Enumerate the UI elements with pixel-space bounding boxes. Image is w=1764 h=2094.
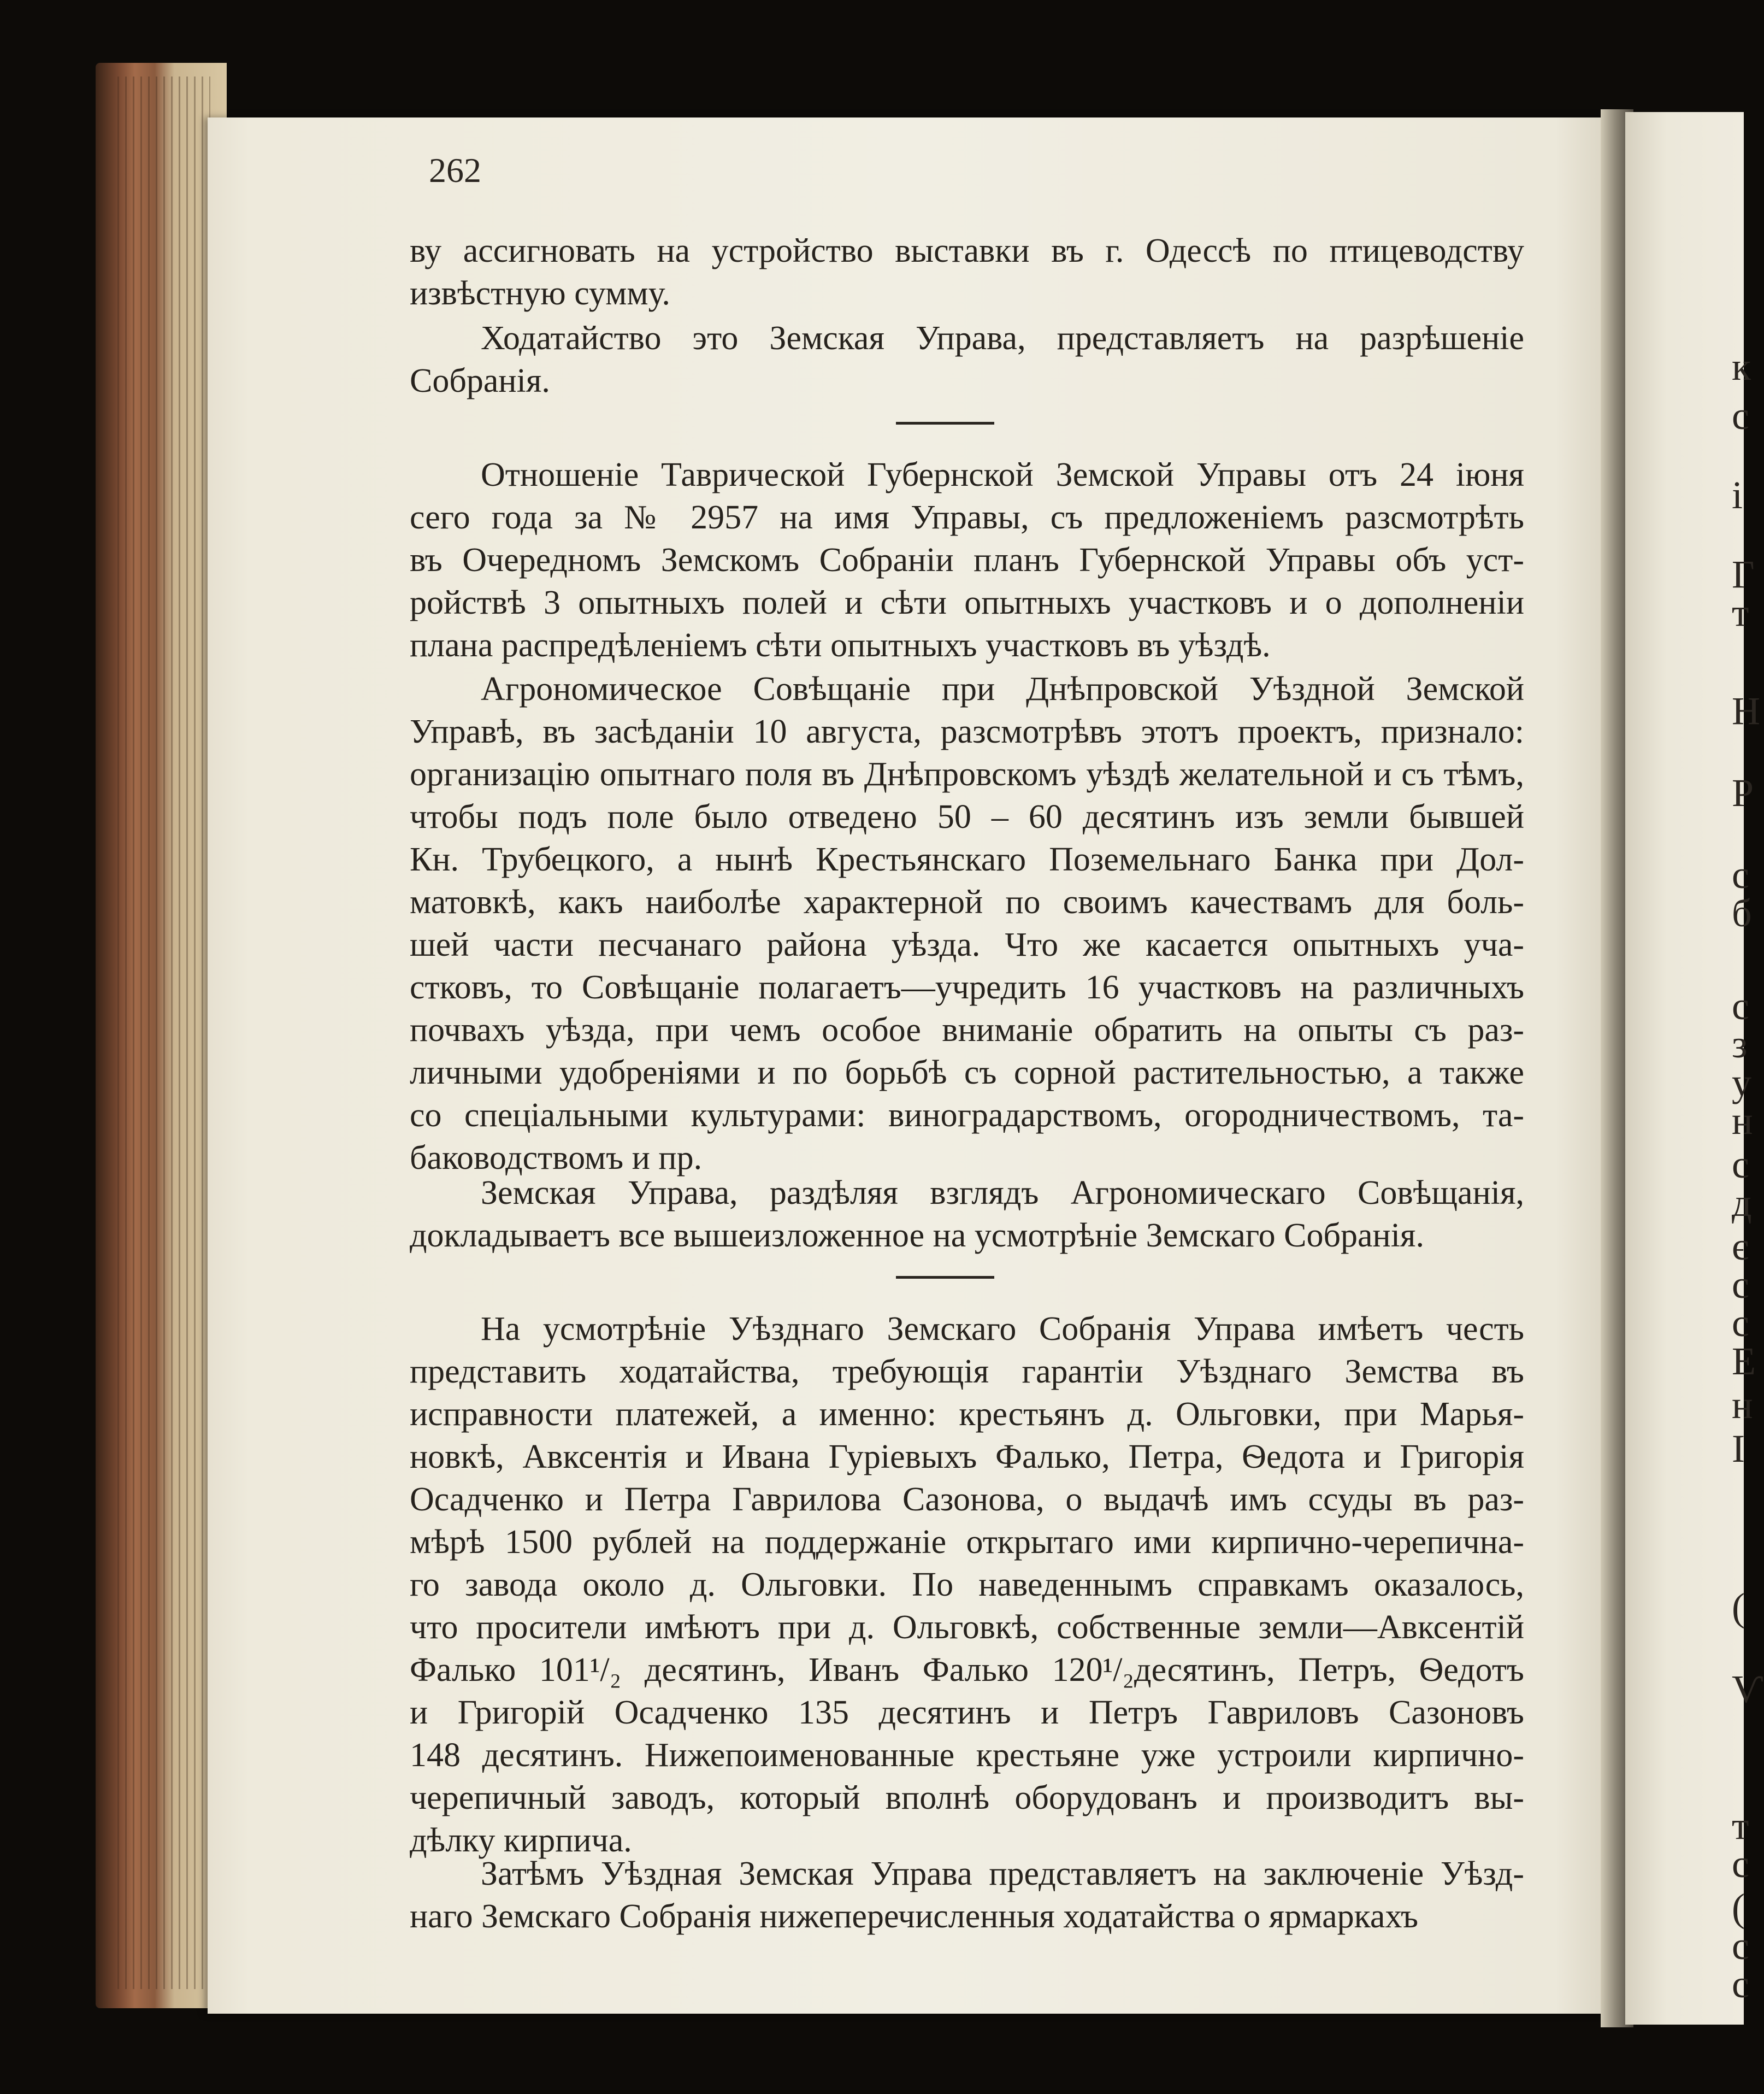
text-line: матовкѣ, какъ наиболѣе характерной по своимъ качествамъ для боль- [410,884,1524,921]
text-line: ву ассигновать на устройство выставки въ г. Одессѣ по птицеводству [410,232,1524,269]
facing-page-fragment: с [1732,1962,1749,2006]
text-line: плана распредѣленіемъ сѣти опытныхъ участковъ въ уѣздѣ. [410,627,1271,664]
text-line: докладываетъ все вышеизложенное на усмотрѣніе Земскаго Собранія. [410,1217,1424,1254]
facing-page-fragment: Г [1732,552,1755,596]
facing-page-fragment: і [1732,473,1743,517]
text-line: чтобы подъ поле было отведено 50 – 60 десятинъ изъ земли бывшей [410,798,1524,836]
facing-page-fragment: д [1732,1181,1752,1225]
text-line: представить ходатайства, требующія гарантіи Уѣзднаго Земства въ [410,1353,1524,1390]
facing-page-fragment: т [1732,591,1749,634]
section-divider [896,422,994,425]
text-line: наго Земскаго Собранія нижеперечисленныя ходатайства о ярмаркахъ [410,1898,1419,1935]
text-line: въ Очередномъ Земскомъ Собраніи планъ Губернской Управы объ уст- [410,542,1524,579]
facing-page-fragment: с [1732,1263,1749,1307]
facing-page [1625,112,1764,2025]
facing-page-fragment: Н [1732,689,1760,733]
text-line: извѣстную сумму. [410,275,670,312]
facing-page-fragment: с [1732,394,1749,438]
facing-page-fragment: І [1732,1427,1745,1470]
text-line: новкѣ, Авксентія и Ивана Гуріевыхъ Фалько, Петра, Ѳедота и Григорія [410,1438,1524,1475]
facing-page-fragment: ( [1732,1585,1745,1629]
facing-page-fragment: у [1732,1061,1751,1104]
paragraph-exhibition [410,230,1524,315]
text-line: и Григорій Осадченко 135 десятинъ и Петръ Гавриловъ Сазоновъ [410,1694,1524,1731]
text-line: почвахъ уѣзда, при чемъ особое вниманіе обратить на опыты съ раз- [410,1011,1524,1049]
text-line: Отношеніе Таврической Губернской Земской Управы отъ 24 іюня [481,456,1524,493]
paragraph-zemstvo-report [410,1172,1524,1257]
section-divider [896,1276,994,1279]
facing-page-fragment: б [1732,891,1752,935]
text-line: личными удобреніями и по борьбѣ съ сорной растительностью, а также [410,1054,1524,1091]
paragraph-taurida-letter [410,454,1524,667]
text-line: мѣрѣ 1500 рублей на поддержаніе открытаго ими кирпично-черепична- [410,1524,1524,1561]
text-line: На усмотрѣніе Уѣзднаго Земскаго Собранія Управа имѣетъ честь [481,1310,1524,1348]
facing-page-fragment: с [1732,1842,1749,1886]
text-line: Ходатайство это Земская Управа, представляетъ на разрѣшеніе [481,320,1524,357]
facing-page-fragment: т [1732,1804,1749,1848]
text-line: 148 десятинъ. Нижепоименованные крестьяне уже устроили кирпично- [410,1737,1524,1774]
paragraph-petition [410,317,1524,402]
text-line: Управѣ, въ засѣданіи 10 августа, разсмотрѣвъ этотъ проектъ, признало: [410,713,1524,750]
text-line: со спеціальными культурами: виноградарствомъ, огородничествомъ, та- [410,1097,1524,1134]
facing-page-fragment: с [1732,984,1749,1028]
facing-page-fragment: с [1732,1924,1749,1968]
text-line: сего года за № 2957 на имя Управы, съ предложеніемъ разсмотрѣть [410,499,1524,536]
text-line: черепичный заводъ, который вполнѣ оборудованъ и производитъ вы- [410,1779,1524,1816]
facing-page-fragment: с [1732,1143,1749,1186]
facing-page-fragment: с [1732,853,1749,897]
facing-page-fragment: к [1732,345,1751,389]
text-line: Собранія. [410,362,550,399]
text-line: Фалько 101¹/₂ десятинъ, Иванъ Фалько 120¹/₂десятинъ, Петръ, Ѳедотъ [410,1651,1524,1689]
text-line: Затѣмъ Уѣздная Земская Управа представляетъ на заключеніе Уѣзд- [481,1855,1524,1892]
text-line: исправности платежей, а именно: крестьянъ д. Ольговки, при Марья- [410,1396,1524,1433]
facing-page-fragment: н [1732,1383,1753,1427]
text-line: Осадченко и Петра Гаврилова Сазонова, о выдачѣ имъ ссуды въ раз- [410,1481,1524,1518]
facing-page-fragment: з [1732,1022,1748,1066]
text-line: Агрономическое Совѣщаніе при Днѣпровской Уѣздной Земской [481,670,1524,708]
page-stack-edges [117,77,210,1989]
text-line: стковъ, то Совѣщаніе полагаетъ—учредить 16 участковъ на различныхъ [410,969,1524,1006]
facing-page-fragment: Е [1732,1339,1756,1383]
facing-page-fragment: ( [1732,1886,1745,1930]
text-line: Земская Управа, раздѣляя взглядъ Агрономическаго Совѣщанія, [481,1174,1524,1211]
text-line: го завода около д. Ольговки. По наведеннымъ справкамъ оказалось, [410,1566,1524,1603]
facing-page-fragment: Р [1732,771,1754,815]
paragraph-agronomic-meeting [410,668,1524,1179]
facing-page-fragment: с [1732,1301,1749,1345]
text-line: Кн. Трубецкого, а нынѣ Крестьянскаго Поземельнаго Банка при Дол- [410,841,1524,878]
paragraph-fairs-petition [410,1852,1524,1938]
text-line: ройствѣ 3 опытныхъ полей и сѣти опытныхъ участковъ и о дополненіи [410,584,1524,621]
text-line: организацію опытнаго поля въ Днѣпровскомъ уѣздѣ желательной и съ тѣмъ, [410,756,1524,793]
text-line: дѣлку кирпича. [410,1822,632,1859]
text-line: что просители имѣютъ при д. Ольговкѣ, собственные земли—Авксентій [410,1609,1524,1646]
text-line: шей части песчанаго района уѣзда. Что же касается опытныхъ уча- [410,926,1524,963]
page-number: 262 [429,151,481,190]
facing-page-fragment: Ѵ [1732,1667,1764,1711]
paragraph-loan-petition [410,1308,1524,1862]
text-line: баководствомъ и пр. [410,1139,703,1177]
facing-page-fragment: н [1732,1099,1753,1143]
facing-page-fragment: є [1732,1225,1749,1268]
